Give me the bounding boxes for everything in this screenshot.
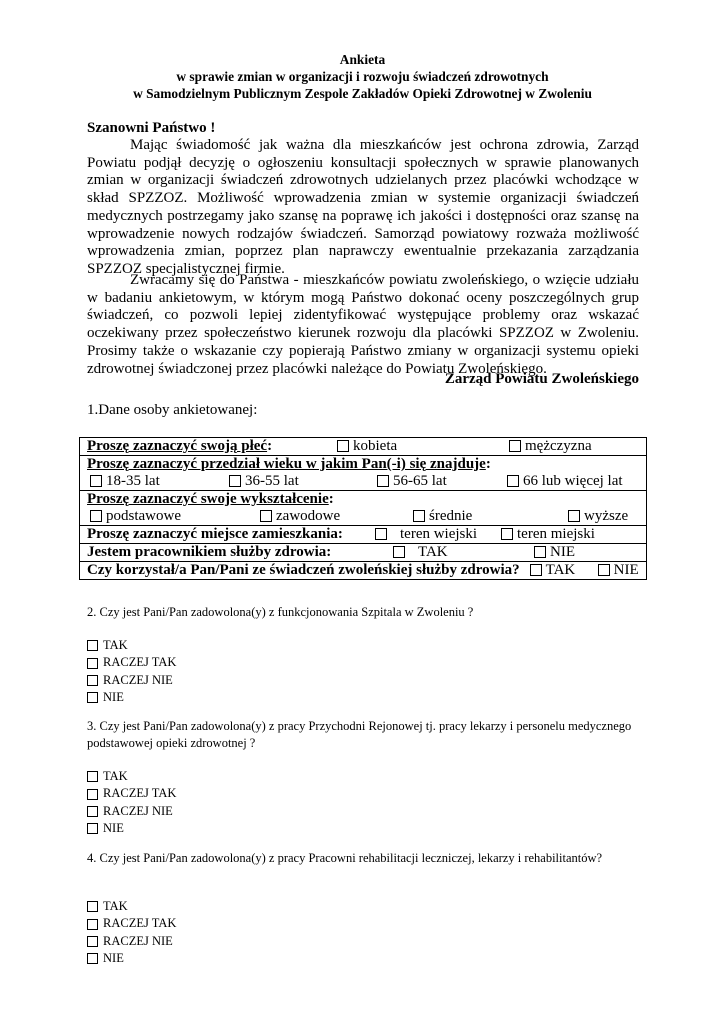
question-4: 4. Czy jest Pani/Pan zadowolona(y) z pracy Pracowni rehabilitacji leczniczej, lekarzy i rehabilitantów? <box>87 851 603 865</box>
education-option-higher[interactable]: wyższe <box>568 508 628 525</box>
checkbox-icon[interactable] <box>87 675 98 686</box>
answer-option[interactable]: RACZEJ TAK <box>87 915 176 932</box>
intro-paragraph-1-text: Mając świadomość jak ważna dla mieszkańców jest ochrona zdrowia, Zarząd Powiatu podjął decyzję o ogłoszeniu konsultacji społecznych w sprawie planowanych zmian w organizacji świadczeń zdrowotnych udzielanych przez placówki wchodzące w skład SPZZOZ. Możliwość wprowadzenia zmian w systemie organizacji świadczeń medycznych postrzegamy jako szansę na poprawę ich jakości i dostępności oraz szansę na wprowadzenie nowych rodzajów świadczeń. Samorząd powiatowy rozważa możliwość wprowadzenia zmian, poprzez plan naprawczy ewentualnie przekazania zarządzania SPZZOZ specjalistycznej firmie. <box>87 137 639 277</box>
education-row <box>80 491 647 526</box>
institution-name: w Samodzielnym Publicznym Zespole Zakładów Opieki Zdrowotnej w Zwoleniu <box>133 86 592 101</box>
checkbox-icon[interactable] <box>260 510 272 522</box>
checkbox-icon[interactable] <box>87 692 98 703</box>
answer-option[interactable]: TAK <box>87 768 176 785</box>
respondent-data-table <box>79 437 647 580</box>
checkbox-icon[interactable] <box>507 475 519 487</box>
greeting: Szanowni Państwo ! <box>87 120 216 136</box>
health-worker-cell <box>80 544 647 562</box>
checkbox-icon[interactable] <box>87 936 98 947</box>
age-option-56-65[interactable]: 56-65 lat <box>377 473 507 490</box>
checkbox-icon[interactable] <box>87 658 98 669</box>
answer-option[interactable]: NIE <box>87 689 176 706</box>
checkbox-icon[interactable] <box>87 953 98 964</box>
checkbox-icon[interactable] <box>87 789 98 800</box>
health-worker-label: Jestem pracownikiem służby zdrowia: <box>87 544 332 560</box>
education-label: Proszę zaznaczyć swoje wykształcenie: <box>87 491 334 507</box>
section-1-title: 1.Dane osoby ankietowanej: <box>87 402 258 418</box>
answer-option[interactable]: RACZEJ TAK <box>87 654 176 671</box>
age-option-66-plus[interactable]: 66 lub więcej lat <box>507 473 623 490</box>
checkbox-icon[interactable] <box>229 475 241 487</box>
answer-option[interactable]: RACZEJ NIE <box>87 933 176 950</box>
used-services-cell <box>80 562 647 580</box>
used-services-label: Czy korzystał/a Pan/Pani ze świadczeń zwoleńskiej służby zdrowia? <box>87 562 520 578</box>
age-option-18-35[interactable]: 18-35 lat <box>90 473 229 490</box>
answer-option[interactable]: NIE <box>87 950 176 967</box>
answer-option[interactable]: RACZEJ NIE <box>87 672 176 689</box>
checkbox-icon[interactable] <box>90 475 102 487</box>
checkbox-icon[interactable] <box>375 528 387 540</box>
checkbox-icon[interactable] <box>534 546 546 558</box>
age-cell <box>80 456 647 491</box>
checkbox-icon[interactable] <box>509 440 521 452</box>
residence-cell <box>80 526 647 544</box>
checkbox-icon[interactable] <box>337 440 349 452</box>
answer-option[interactable]: TAK <box>87 637 176 654</box>
education-option-vocational[interactable]: zawodowe <box>260 508 413 525</box>
answer-option[interactable]: RACZEJ TAK <box>87 785 176 802</box>
checkbox-icon[interactable] <box>568 510 580 522</box>
checkbox-icon[interactable] <box>87 806 98 817</box>
gender-option-male[interactable]: mężczyzna <box>509 438 592 455</box>
checkbox-icon[interactable] <box>87 901 98 912</box>
checkbox-icon[interactable] <box>393 546 405 558</box>
age-row <box>80 456 647 491</box>
intro-paragraph-2 <box>87 272 639 378</box>
survey-title: Ankieta <box>339 52 386 67</box>
checkbox-icon[interactable] <box>598 564 610 576</box>
question-2-options <box>87 637 176 707</box>
checkbox-icon[interactable] <box>87 771 98 782</box>
residence-row <box>80 526 647 544</box>
used-services-option-yes[interactable]: TAK <box>530 562 598 579</box>
gender-cell <box>80 438 647 456</box>
residence-label: Proszę zaznaczyć miejsce zamieszkania: <box>87 526 343 542</box>
education-option-secondary[interactable]: średnie <box>413 508 568 525</box>
checkbox-icon[interactable] <box>87 919 98 930</box>
checkbox-icon[interactable] <box>87 640 98 651</box>
checkbox-icon[interactable] <box>413 510 425 522</box>
signature: Zarząd Powiatu Zwoleńskiego <box>444 371 639 387</box>
education-option-primary[interactable]: podstawowe <box>90 508 260 525</box>
age-option-36-55[interactable]: 36-55 lat <box>229 473 377 490</box>
answer-option[interactable]: RACZEJ NIE <box>87 803 176 820</box>
used-services-row <box>80 562 647 580</box>
used-services-option-no[interactable]: NIE <box>598 562 639 579</box>
question-3: 3. Czy jest Pani/Pan zadowolona(y) z pracy Przychodni Rejonowej tj. pracy lekarzy i personelu medycznego podstawowej opieki zdrowotnej ? <box>87 719 632 750</box>
intro-paragraph-1 <box>87 137 639 279</box>
health-worker-option-yes[interactable]: TAK <box>393 544 534 561</box>
residence-option-rural[interactable]: teren wiejski <box>375 526 501 543</box>
checkbox-icon[interactable] <box>87 823 98 834</box>
health-worker-option-no[interactable]: NIE <box>534 544 575 561</box>
question-3-options <box>87 768 176 838</box>
checkbox-icon[interactable] <box>90 510 102 522</box>
education-cell <box>80 491 647 526</box>
question-2: 2. Czy jest Pani/Pan zadowolona(y) z funkcjonowania Szpitala w Zwoleniu ? <box>87 605 474 619</box>
health-worker-row <box>80 544 647 562</box>
residence-option-urban[interactable]: teren miejski <box>501 526 595 543</box>
intro-paragraph-2-text: Zwracamy się do Państwa - mieszkańców powiatu zwoleńskiego, o wzięcie udziału w badaniu ankietowym, w którym mogą Państwo dokonać oceny poszczególnych grup świadczeń, co pozwoli lepiej zidentyfikować występujące problemy oraz wskazać oczekiwany przez społeczeństwo kierunek rozwoju dla placówki SPZZOZ w Zwoleniu. Prosimy także o wskazanie czy popierają Państwo zmiany w organizacji systemu opieki zdrowotnej świadczonej przez placówki należące do Powiatu Zwoleńskiego. <box>87 272 639 377</box>
checkbox-icon[interactable] <box>377 475 389 487</box>
gender-label: Proszę zaznaczyć swoją płeć: <box>87 438 273 454</box>
checkbox-icon[interactable] <box>501 528 513 540</box>
checkbox-icon[interactable] <box>530 564 542 576</box>
answer-option[interactable]: TAK <box>87 898 176 915</box>
gender-option-female[interactable]: kobieta <box>337 438 509 455</box>
question-4-options <box>87 898 176 968</box>
survey-subtitle: w sprawie zmian w organizacji i rozwoju świadczeń zdrowotnych <box>176 69 549 84</box>
age-label: Proszę zaznaczyć przedział wieku w jakim Pan(-i) się znajduje: <box>87 456 491 472</box>
answer-option[interactable]: NIE <box>87 820 176 837</box>
gender-row <box>80 438 647 456</box>
